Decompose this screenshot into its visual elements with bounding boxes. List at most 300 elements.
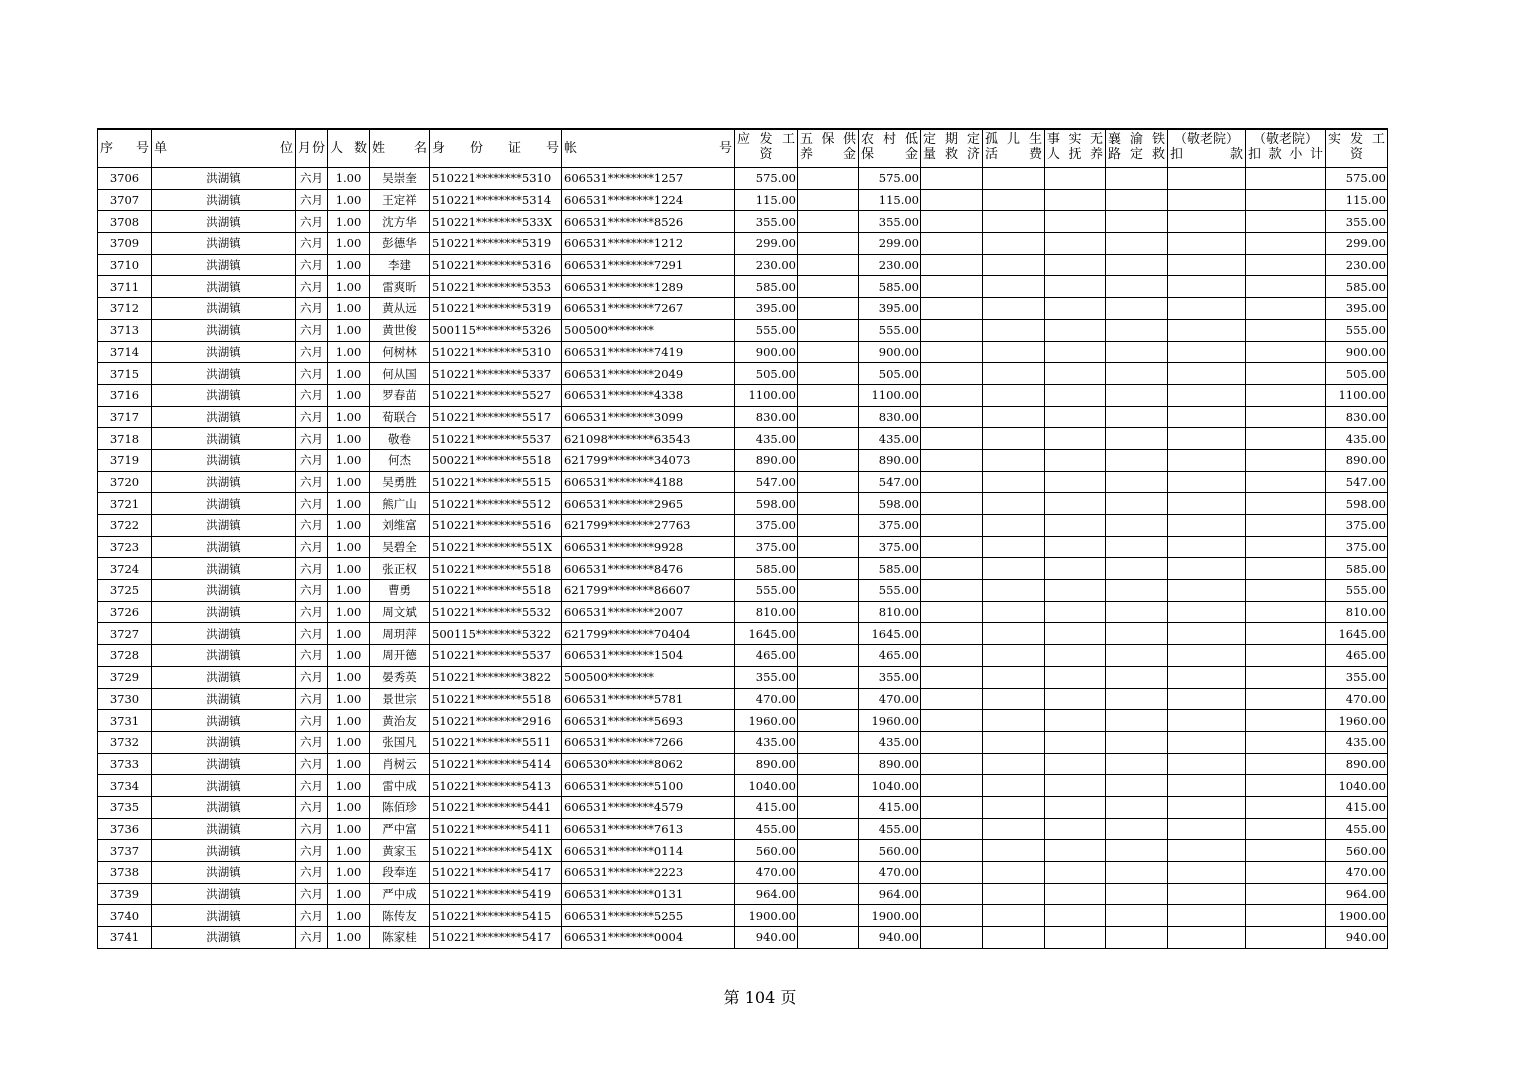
cell-unit: 洪湖镇 [152, 493, 296, 515]
table-row [98, 341, 1388, 363]
cell-nursing-home-deduction [1168, 384, 1246, 406]
cell-account: 606531********2223 [562, 862, 735, 884]
cell-nursing-home-deduction [1168, 428, 1246, 450]
table-row [98, 623, 1388, 645]
cell-railway-relief [1106, 276, 1168, 298]
header-five-guarantee: 五保供 养金 [798, 129, 859, 168]
cell-serial: 3740 [98, 905, 152, 927]
cell-five-guarantee [798, 601, 859, 623]
cell-railway-relief [1106, 449, 1168, 471]
cell-railway-relief [1106, 471, 1168, 493]
cell-net-pay: 505.00 [1326, 363, 1388, 385]
header-fixed-relief: 定期定 量救济 [921, 129, 983, 168]
cell-account: 606531********5100 [562, 775, 735, 797]
cell-fixed-relief [921, 753, 983, 775]
cell-fixed-relief [921, 601, 983, 623]
header-nursing-home-deduction: （敬老院） 扣款 [1168, 129, 1246, 168]
cell-month: 六月 [296, 710, 328, 732]
cell-rural-subsistence: 575.00 [859, 168, 921, 190]
cell-serial: 3733 [98, 753, 152, 775]
cell-unit: 洪湖镇 [152, 428, 296, 450]
cell-count: 1.00 [328, 775, 370, 797]
cell-month: 六月 [296, 384, 328, 406]
table-row [98, 558, 1388, 580]
cell-deduction-subtotal [1246, 189, 1326, 211]
cell-unit: 洪湖镇 [152, 233, 296, 255]
cell-id-number: 510221********533X [430, 211, 562, 233]
cell-nursing-home-deduction [1168, 298, 1246, 320]
header-id-number: 身份证号 [430, 129, 562, 168]
cell-deduction-subtotal [1246, 645, 1326, 667]
table-row [98, 319, 1388, 341]
cell-gross-pay: 555.00 [735, 580, 798, 602]
cell-id-number: 510221********5532 [430, 601, 562, 623]
table-row [98, 818, 1388, 840]
cell-no-guardian [1045, 688, 1106, 710]
cell-orphan-allowance [983, 558, 1045, 580]
cell-railway-relief [1106, 319, 1168, 341]
cell-id-number: 510221********5319 [430, 233, 562, 255]
cell-serial: 3714 [98, 341, 152, 363]
cell-count: 1.00 [328, 428, 370, 450]
cell-id-number: 510221********5415 [430, 905, 562, 927]
cell-railway-relief [1106, 341, 1168, 363]
cell-account: 621799********86607 [562, 580, 735, 602]
cell-net-pay: 890.00 [1326, 753, 1388, 775]
cell-gross-pay: 598.00 [735, 493, 798, 515]
cell-railway-relief [1106, 406, 1168, 428]
cell-month: 六月 [296, 536, 328, 558]
cell-name: 敬卷 [370, 428, 430, 450]
cell-id-number: 510221********5537 [430, 428, 562, 450]
cell-month: 六月 [296, 818, 328, 840]
cell-name: 彭德华 [370, 233, 430, 255]
cell-nursing-home-deduction [1168, 688, 1246, 710]
table-row [98, 536, 1388, 558]
cell-fixed-relief [921, 818, 983, 840]
cell-no-guardian [1045, 601, 1106, 623]
cell-serial: 3720 [98, 471, 152, 493]
cell-orphan-allowance [983, 384, 1045, 406]
cell-count: 1.00 [328, 645, 370, 667]
cell-name: 李建 [370, 254, 430, 276]
cell-gross-pay: 505.00 [735, 363, 798, 385]
cell-nursing-home-deduction [1168, 840, 1246, 862]
cell-gross-pay: 1900.00 [735, 905, 798, 927]
cell-month: 六月 [296, 796, 328, 818]
cell-serial: 3734 [98, 775, 152, 797]
cell-name: 熊广山 [370, 493, 430, 515]
cell-serial: 3732 [98, 731, 152, 753]
cell-gross-pay: 547.00 [735, 471, 798, 493]
cell-rural-subsistence: 810.00 [859, 601, 921, 623]
cell-deduction-subtotal [1246, 731, 1326, 753]
cell-five-guarantee [798, 927, 859, 949]
cell-railway-relief [1106, 862, 1168, 884]
cell-orphan-allowance [983, 927, 1045, 949]
cell-account: 606531********1504 [562, 645, 735, 667]
cell-deduction-subtotal [1246, 449, 1326, 471]
cell-five-guarantee [798, 471, 859, 493]
cell-nursing-home-deduction [1168, 363, 1246, 385]
cell-deduction-subtotal [1246, 710, 1326, 732]
cell-account: 500500******** [562, 666, 735, 688]
cell-account: 606531********0114 [562, 840, 735, 862]
cell-gross-pay: 585.00 [735, 276, 798, 298]
cell-nursing-home-deduction [1168, 233, 1246, 255]
cell-name: 严中富 [370, 818, 430, 840]
cell-rural-subsistence: 1960.00 [859, 710, 921, 732]
cell-orphan-allowance [983, 688, 1045, 710]
cell-nursing-home-deduction [1168, 254, 1246, 276]
cell-five-guarantee [798, 905, 859, 927]
cell-id-number: 510221********5314 [430, 189, 562, 211]
cell-count: 1.00 [328, 449, 370, 471]
cell-month: 六月 [296, 905, 328, 927]
cell-count: 1.00 [328, 688, 370, 710]
cell-net-pay: 375.00 [1326, 515, 1388, 537]
cell-deduction-subtotal [1246, 753, 1326, 775]
cell-id-number: 510221********5518 [430, 580, 562, 602]
table-row [98, 428, 1388, 450]
cell-fixed-relief [921, 536, 983, 558]
cell-rural-subsistence: 598.00 [859, 493, 921, 515]
cell-no-guardian [1045, 276, 1106, 298]
cell-five-guarantee [798, 775, 859, 797]
cell-no-guardian [1045, 753, 1106, 775]
cell-no-guardian [1045, 428, 1106, 450]
cell-name: 沈方华 [370, 211, 430, 233]
cell-railway-relief [1106, 493, 1168, 515]
cell-net-pay: 435.00 [1326, 428, 1388, 450]
cell-account: 606531********1212 [562, 233, 735, 255]
cell-unit: 洪湖镇 [152, 645, 296, 667]
cell-serial: 3729 [98, 666, 152, 688]
cell-nursing-home-deduction [1168, 189, 1246, 211]
cell-deduction-subtotal [1246, 211, 1326, 233]
cell-gross-pay: 115.00 [735, 189, 798, 211]
cell-deduction-subtotal [1246, 493, 1326, 515]
cell-deduction-subtotal [1246, 666, 1326, 688]
cell-id-number: 510221********5310 [430, 341, 562, 363]
cell-no-guardian [1045, 927, 1106, 949]
cell-deduction-subtotal [1246, 840, 1326, 862]
cell-id-number: 510221********5414 [430, 753, 562, 775]
cell-unit: 洪湖镇 [152, 666, 296, 688]
cell-serial: 3722 [98, 515, 152, 537]
cell-name: 何从国 [370, 363, 430, 385]
cell-count: 1.00 [328, 753, 370, 775]
cell-fixed-relief [921, 319, 983, 341]
cell-rural-subsistence: 505.00 [859, 363, 921, 385]
cell-orphan-allowance [983, 254, 1045, 276]
cell-net-pay: 555.00 [1326, 319, 1388, 341]
cell-count: 1.00 [328, 927, 370, 949]
cell-serial: 3706 [98, 168, 152, 190]
cell-count: 1.00 [328, 905, 370, 927]
cell-unit: 洪湖镇 [152, 471, 296, 493]
cell-no-guardian [1045, 905, 1106, 927]
table-row [98, 189, 1388, 211]
cell-unit: 洪湖镇 [152, 775, 296, 797]
header-deduction-subtotal: （敬老院） 扣款小计 [1246, 129, 1326, 168]
cell-rural-subsistence: 435.00 [859, 731, 921, 753]
cell-name: 何杰 [370, 449, 430, 471]
cell-rural-subsistence: 1900.00 [859, 905, 921, 927]
cell-railway-relief [1106, 233, 1168, 255]
cell-account: 621799********70404 [562, 623, 735, 645]
cell-no-guardian [1045, 883, 1106, 905]
cell-fixed-relief [921, 927, 983, 949]
cell-orphan-allowance [983, 298, 1045, 320]
cell-railway-relief [1106, 905, 1168, 927]
cell-id-number: 500115********5326 [430, 319, 562, 341]
cell-orphan-allowance [983, 580, 1045, 602]
cell-railway-relief [1106, 211, 1168, 233]
cell-nursing-home-deduction [1168, 710, 1246, 732]
cell-rural-subsistence: 355.00 [859, 211, 921, 233]
cell-month: 六月 [296, 840, 328, 862]
cell-orphan-allowance [983, 601, 1045, 623]
cell-name: 肖树云 [370, 753, 430, 775]
cell-name: 严中成 [370, 883, 430, 905]
cell-gross-pay: 1960.00 [735, 710, 798, 732]
cell-five-guarantee [798, 515, 859, 537]
cell-rural-subsistence: 547.00 [859, 471, 921, 493]
cell-count: 1.00 [328, 493, 370, 515]
cell-nursing-home-deduction [1168, 449, 1246, 471]
cell-id-number: 510221********5441 [430, 796, 562, 818]
cell-month: 六月 [296, 515, 328, 537]
cell-unit: 洪湖镇 [152, 168, 296, 190]
header-railway-relief: 襄渝铁 路定救 [1106, 129, 1168, 168]
cell-five-guarantee [798, 580, 859, 602]
cell-name: 罗春苗 [370, 384, 430, 406]
cell-five-guarantee [798, 276, 859, 298]
cell-rural-subsistence: 230.00 [859, 254, 921, 276]
cell-account: 606531********7419 [562, 341, 735, 363]
cell-gross-pay: 299.00 [735, 233, 798, 255]
cell-orphan-allowance [983, 363, 1045, 385]
cell-unit: 洪湖镇 [152, 319, 296, 341]
cell-name: 黄治友 [370, 710, 430, 732]
cell-net-pay: 375.00 [1326, 536, 1388, 558]
cell-deduction-subtotal [1246, 384, 1326, 406]
cell-serial: 3731 [98, 710, 152, 732]
cell-id-number: 510221********5518 [430, 688, 562, 710]
cell-unit: 洪湖镇 [152, 211, 296, 233]
cell-fixed-relief [921, 189, 983, 211]
cell-fixed-relief [921, 515, 983, 537]
cell-serial: 3738 [98, 862, 152, 884]
cell-railway-relief [1106, 189, 1168, 211]
cell-net-pay: 230.00 [1326, 254, 1388, 276]
cell-id-number: 510221********5419 [430, 883, 562, 905]
table-row [98, 862, 1388, 884]
cell-railway-relief [1106, 580, 1168, 602]
cell-deduction-subtotal [1246, 927, 1326, 949]
cell-orphan-allowance [983, 428, 1045, 450]
cell-count: 1.00 [328, 883, 370, 905]
cell-fixed-relief [921, 775, 983, 797]
cell-gross-pay: 375.00 [735, 515, 798, 537]
cell-unit: 洪湖镇 [152, 580, 296, 602]
cell-serial: 3715 [98, 363, 152, 385]
cell-no-guardian [1045, 493, 1106, 515]
table-row [98, 168, 1388, 190]
cell-serial: 3719 [98, 449, 152, 471]
cell-no-guardian [1045, 363, 1106, 385]
cell-name: 周玥萍 [370, 623, 430, 645]
cell-month: 六月 [296, 428, 328, 450]
cell-month: 六月 [296, 666, 328, 688]
cell-railway-relief [1106, 688, 1168, 710]
cell-deduction-subtotal [1246, 471, 1326, 493]
cell-id-number: 510221********5319 [430, 298, 562, 320]
cell-count: 1.00 [328, 233, 370, 255]
cell-railway-relief [1106, 363, 1168, 385]
cell-orphan-allowance [983, 211, 1045, 233]
header-row [98, 129, 1388, 168]
cell-count: 1.00 [328, 623, 370, 645]
cell-deduction-subtotal [1246, 363, 1326, 385]
cell-no-guardian [1045, 818, 1106, 840]
cell-rural-subsistence: 1645.00 [859, 623, 921, 645]
cell-account: 606530********8062 [562, 753, 735, 775]
cell-rural-subsistence: 830.00 [859, 406, 921, 428]
cell-no-guardian [1045, 775, 1106, 797]
cell-fixed-relief [921, 168, 983, 190]
table-row [98, 515, 1388, 537]
cell-name: 吴崇奎 [370, 168, 430, 190]
header-rural-subsistence: 农村低 保金 [859, 129, 921, 168]
cell-count: 1.00 [328, 168, 370, 190]
cell-serial: 3707 [98, 189, 152, 211]
cell-id-number: 510221********2916 [430, 710, 562, 732]
cell-id-number: 510221********5511 [430, 731, 562, 753]
cell-gross-pay: 964.00 [735, 883, 798, 905]
cell-unit: 洪湖镇 [152, 796, 296, 818]
cell-rural-subsistence: 470.00 [859, 862, 921, 884]
cell-no-guardian [1045, 189, 1106, 211]
table-row [98, 449, 1388, 471]
cell-no-guardian [1045, 710, 1106, 732]
cell-fixed-relief [921, 493, 983, 515]
cell-gross-pay: 1100.00 [735, 384, 798, 406]
cell-month: 六月 [296, 168, 328, 190]
cell-serial: 3735 [98, 796, 152, 818]
cell-gross-pay: 355.00 [735, 211, 798, 233]
cell-id-number: 510221********5337 [430, 363, 562, 385]
cell-net-pay: 900.00 [1326, 341, 1388, 363]
cell-account: 621098********63543 [562, 428, 735, 450]
table-row [98, 471, 1388, 493]
table-row [98, 731, 1388, 753]
cell-fixed-relief [921, 341, 983, 363]
cell-nursing-home-deduction [1168, 753, 1246, 775]
cell-nursing-home-deduction [1168, 558, 1246, 580]
cell-count: 1.00 [328, 363, 370, 385]
cell-no-guardian [1045, 341, 1106, 363]
cell-gross-pay: 1645.00 [735, 623, 798, 645]
cell-fixed-relief [921, 862, 983, 884]
cell-deduction-subtotal [1246, 775, 1326, 797]
cell-count: 1.00 [328, 384, 370, 406]
cell-id-number: 510221********5353 [430, 276, 562, 298]
cell-nursing-home-deduction [1168, 319, 1246, 341]
cell-count: 1.00 [328, 731, 370, 753]
cell-fixed-relief [921, 623, 983, 645]
cell-serial: 3737 [98, 840, 152, 862]
cell-count: 1.00 [328, 276, 370, 298]
cell-unit: 洪湖镇 [152, 753, 296, 775]
cell-nursing-home-deduction [1168, 623, 1246, 645]
cell-five-guarantee [798, 753, 859, 775]
cell-gross-pay: 435.00 [735, 428, 798, 450]
cell-serial: 3727 [98, 623, 152, 645]
cell-account: 621799********27763 [562, 515, 735, 537]
cell-id-number: 510221********5316 [430, 254, 562, 276]
table-row [98, 254, 1388, 276]
cell-gross-pay: 470.00 [735, 688, 798, 710]
cell-gross-pay: 560.00 [735, 840, 798, 862]
cell-rural-subsistence: 940.00 [859, 927, 921, 949]
cell-rural-subsistence: 395.00 [859, 298, 921, 320]
cell-fixed-relief [921, 905, 983, 927]
cell-orphan-allowance [983, 731, 1045, 753]
cell-name: 荀联合 [370, 406, 430, 428]
cell-railway-relief [1106, 796, 1168, 818]
cell-nursing-home-deduction [1168, 645, 1246, 667]
cell-unit: 洪湖镇 [152, 189, 296, 211]
cell-id-number: 510221********5413 [430, 775, 562, 797]
cell-id-number: 510221********5310 [430, 168, 562, 190]
cell-orphan-allowance [983, 666, 1045, 688]
cell-unit: 洪湖镇 [152, 536, 296, 558]
cell-serial: 3708 [98, 211, 152, 233]
cell-no-guardian [1045, 471, 1106, 493]
cell-fixed-relief [921, 384, 983, 406]
cell-unit: 洪湖镇 [152, 905, 296, 927]
cell-net-pay: 1960.00 [1326, 710, 1388, 732]
table-row [98, 580, 1388, 602]
cell-gross-pay: 900.00 [735, 341, 798, 363]
cell-net-pay: 598.00 [1326, 493, 1388, 515]
cell-id-number: 510221********5517 [430, 406, 562, 428]
cell-no-guardian [1045, 406, 1106, 428]
cell-orphan-allowance [983, 883, 1045, 905]
cell-orphan-allowance [983, 471, 1045, 493]
cell-gross-pay: 890.00 [735, 449, 798, 471]
cell-orphan-allowance [983, 515, 1045, 537]
cell-five-guarantee [798, 796, 859, 818]
cell-rural-subsistence: 115.00 [859, 189, 921, 211]
cell-count: 1.00 [328, 818, 370, 840]
cell-gross-pay: 415.00 [735, 796, 798, 818]
cell-serial: 3723 [98, 536, 152, 558]
cell-railway-relief [1106, 883, 1168, 905]
cell-orphan-allowance [983, 319, 1045, 341]
cell-name: 黄世俊 [370, 319, 430, 341]
cell-no-guardian [1045, 298, 1106, 320]
cell-rural-subsistence: 470.00 [859, 688, 921, 710]
cell-unit: 洪湖镇 [152, 515, 296, 537]
cell-railway-relief [1106, 558, 1168, 580]
cell-count: 1.00 [328, 471, 370, 493]
cell-unit: 洪湖镇 [152, 276, 296, 298]
cell-rural-subsistence: 455.00 [859, 818, 921, 840]
cell-five-guarantee [798, 710, 859, 732]
